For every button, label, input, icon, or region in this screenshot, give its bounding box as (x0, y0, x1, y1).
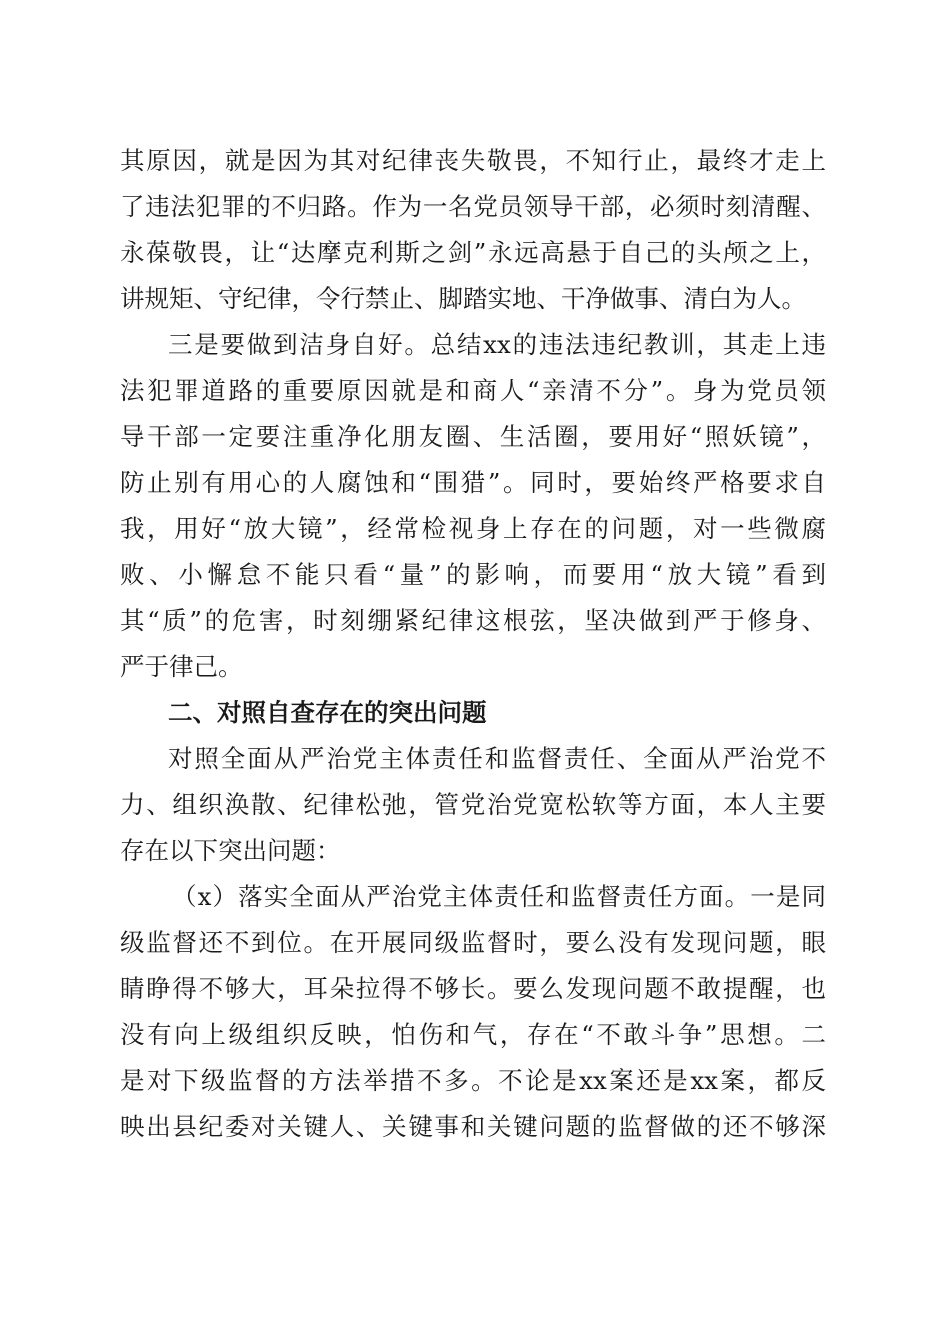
paragraph-line: 了违法犯罪的不归路。作为一名党员领导干部，必须时刻清醒、 (120, 192, 826, 221)
paragraph-line: 睛睁得不够大，耳朵拉得不够长。要么发现问题不敢提醒，也 (120, 974, 826, 1003)
paragraph-line: 级监督还不到位。在开展同级监督时，要么没有发现问题，眼 (120, 928, 826, 957)
paragraph-line: 讲规矩、守纪律，令行禁止、脚踏实地、干净做事、清白为人。 (120, 284, 806, 313)
paragraph-line: 存在以下突出问题： (120, 836, 341, 865)
paragraph-line: 没有向上级组织反映，怕伤和气，存在“不敢斗争”思想。二 (120, 1020, 826, 1049)
paragraph-line: 导干部一定要注重净化朋友圈、生活圈，要用好“照妖镜”， (120, 422, 826, 451)
paragraph-line: 其“质”的危害，时刻绷紧纪律这根弦，坚决做到严于修身、 (120, 606, 826, 635)
paragraph-line: 严于律己。 (120, 652, 243, 681)
paragraph-line: 力、组织涣散、纪律松弛，管党治党宽松软等方面，本人主要 (120, 790, 826, 819)
paragraph-line: 三是要做到洁身自好。总结xx的违法违纪教训，其走上违 (168, 330, 826, 359)
paragraph-line: 防止别有用心的人腐蚀和“围猎”。同时，要始终严格要求自 (120, 468, 826, 497)
paragraph-line: 是对下级监督的方法举措不多。不论是xx案还是xx案，都反 (120, 1066, 826, 1095)
paragraph-line: 我，用好“放大镜”，经常检视身上存在的问题，对一些微腐 (120, 514, 826, 543)
section-heading: 二、对照自查存在的突出问题 (168, 698, 487, 727)
paragraph-line: （x）落实全面从严治党主体责任和监督责任方面。一是同 (172, 882, 826, 911)
paragraph-line: 对照全面从严治党主体责任和监督责任、全面从严治党不 (168, 744, 826, 773)
paragraph-line: 其原因，就是因为其对纪律丧失敬畏，不知行止，最终才走上 (120, 146, 826, 175)
paragraph-line: 永葆敬畏，让“达摩克利斯之剑”永远高悬于自己的头颅之上， (120, 238, 826, 267)
paragraph-line: 映出县纪委对关键人、关键事和关键问题的监督做的还不够深 (120, 1112, 826, 1141)
paragraph-line: 法犯罪道路的重要原因就是和商人“亲清不分”。身为党员领 (120, 376, 826, 405)
paragraph-line: 败、小懈怠不能只看“量”的影响，而要用“放大镜”看到 (120, 560, 826, 589)
